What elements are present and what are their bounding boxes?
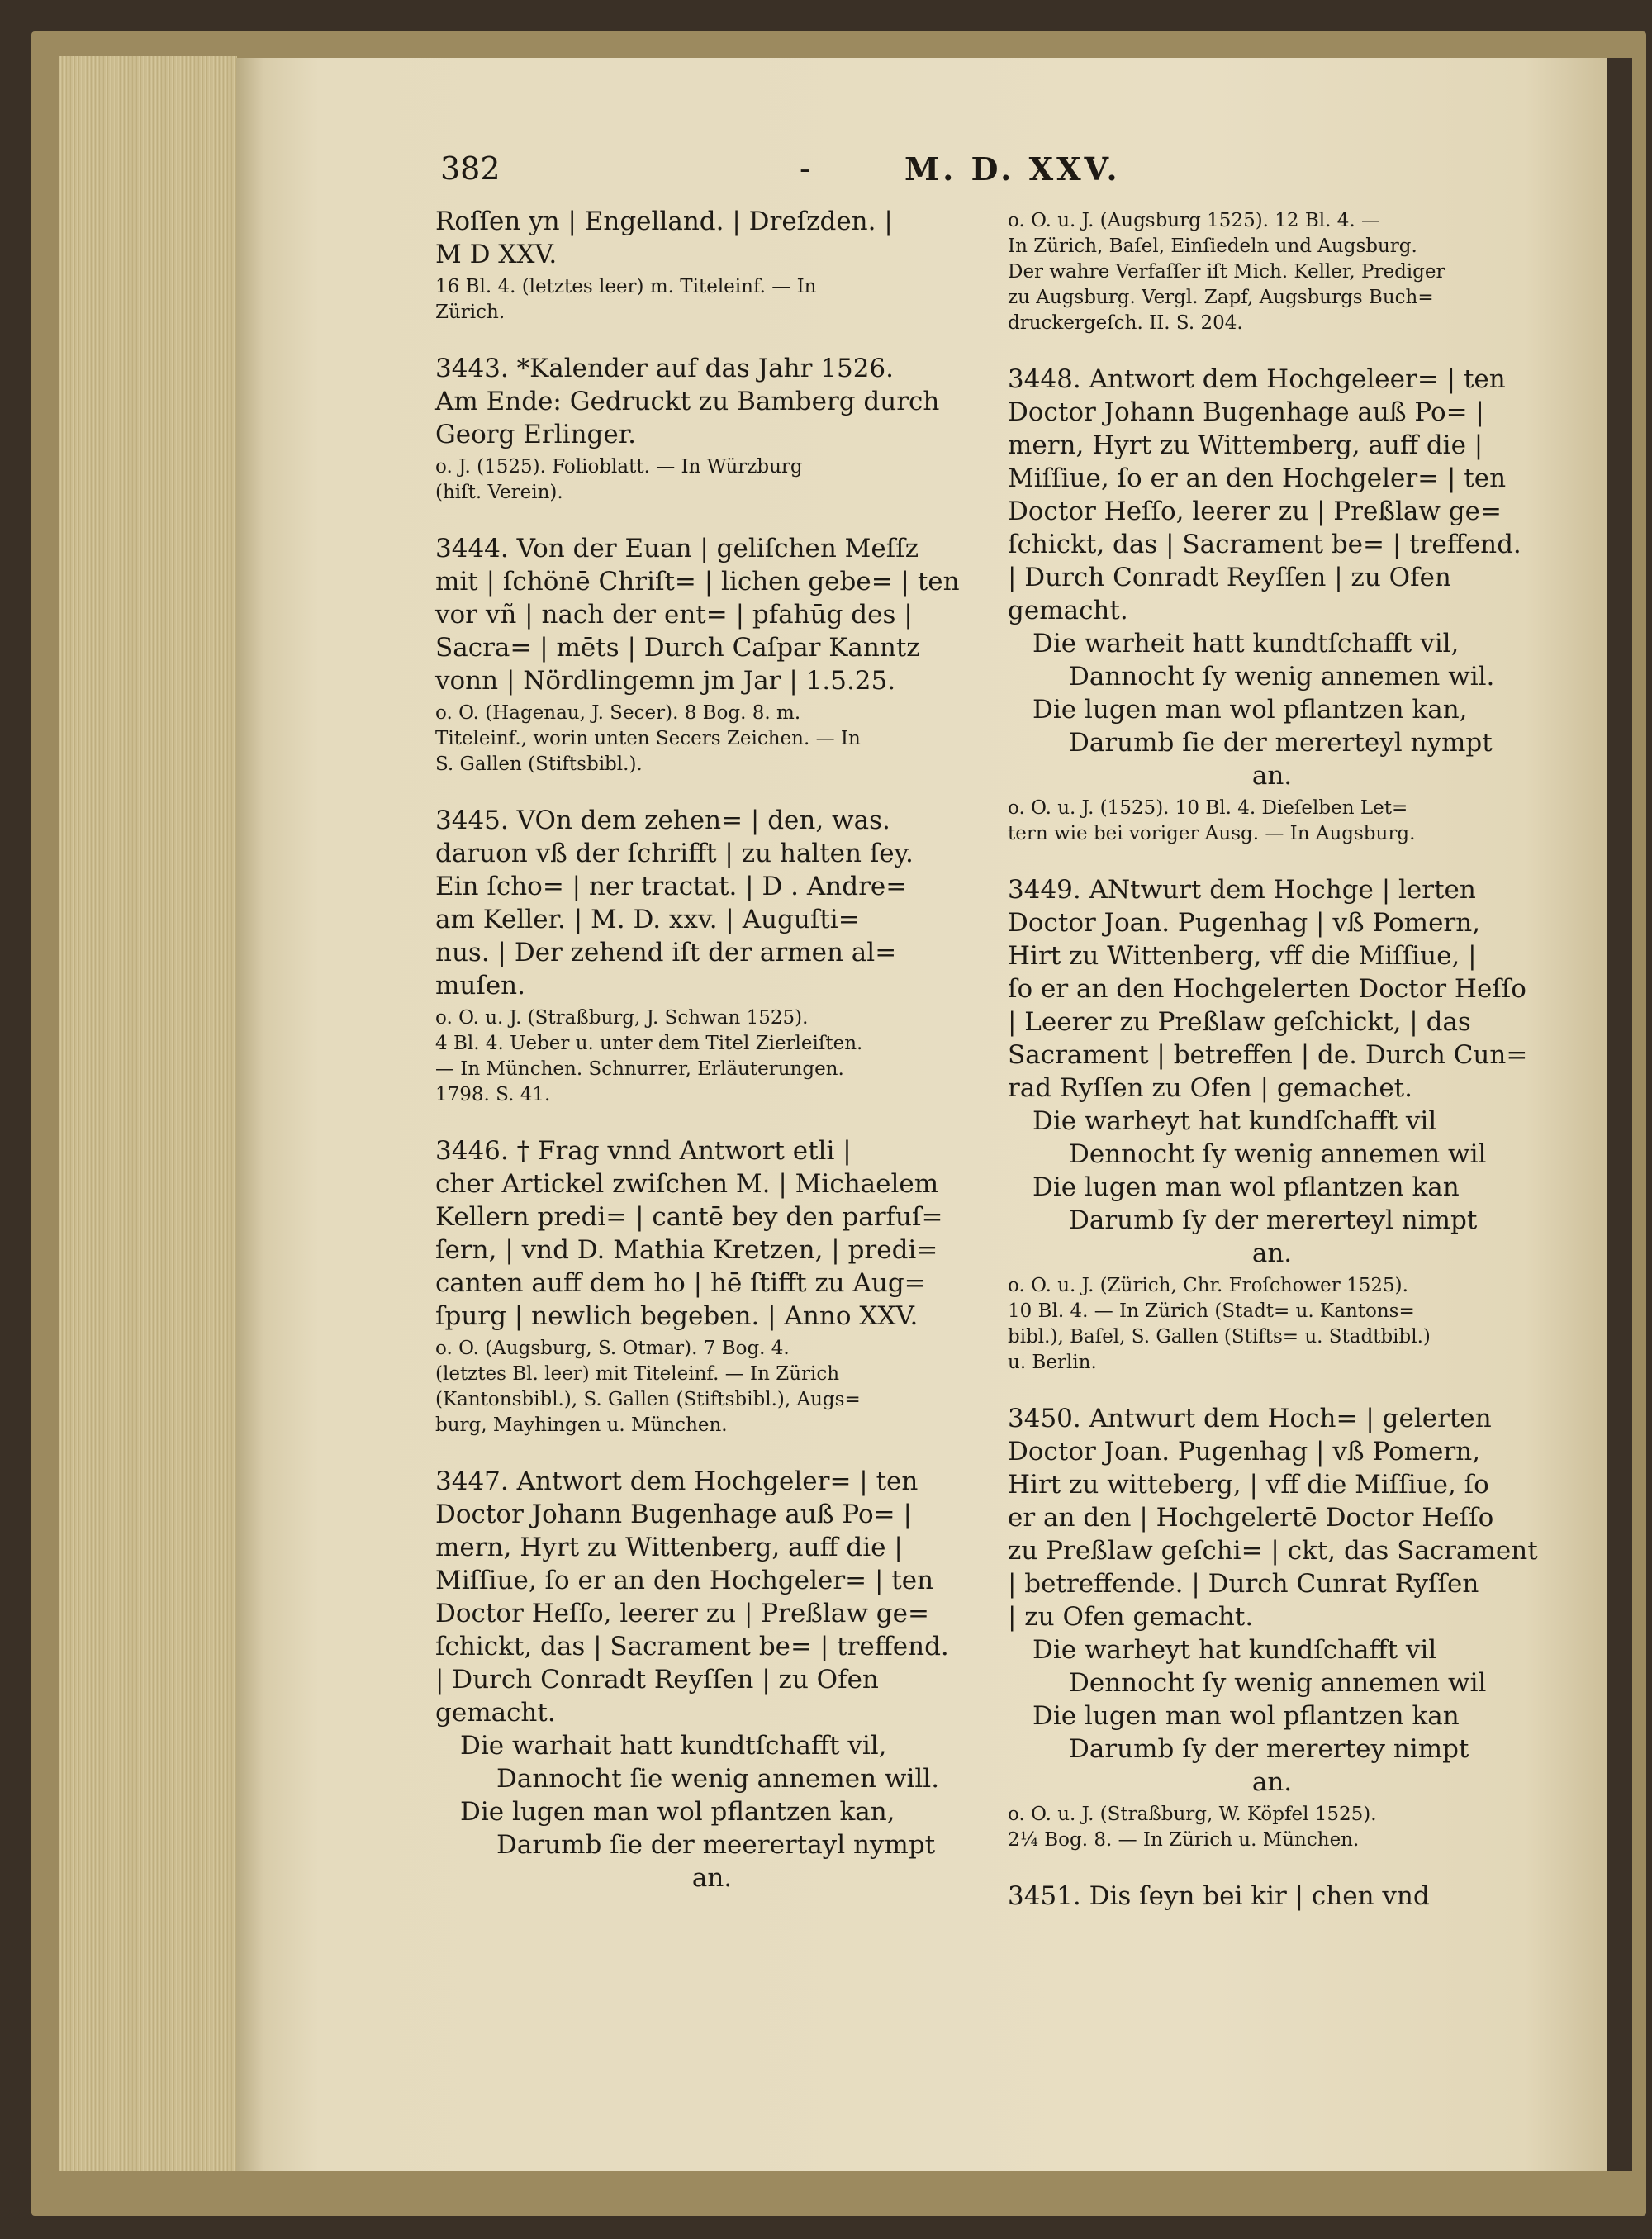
- bib-line: bibl.), Baſel, S. Gallen (Stifts= u. Stadtbibl.): [1008, 1326, 1431, 1348]
- bib-line: 1798. S. 41.: [435, 1084, 551, 1105]
- entry-line: daruon vß der ſchrifft | zu halten ſey.: [435, 839, 914, 868]
- entry-line: an.: [1251, 761, 1293, 791]
- entry-line: er an den | Hochgelertē Doctor Heſſo: [1008, 1503, 1494, 1533]
- running-head-year: M. D. XXV.: [904, 150, 1121, 188]
- entry-line: gemacht.: [1008, 596, 1128, 625]
- entry-line: Die warheit hatt kundtſchafft vil,: [1032, 629, 1460, 658]
- entry-3444: [435, 532, 989, 777]
- bib-line: — In München. Schnurrer, Erläuterungen.: [435, 1058, 844, 1080]
- entry-line: 3444. Von der Euan | geliſchen Meſſz: [435, 534, 919, 563]
- bib-line: o. O. (Augsburg, S. Otmar). 7 Bog. 4.: [435, 1338, 790, 1359]
- entry-3448: [1008, 363, 1536, 847]
- entry-line: Dannocht ſie wenig annemen will.: [496, 1764, 940, 1794]
- entry-line: 3448. Antwort dem Hochgeleer= | ten: [1008, 364, 1506, 394]
- bibliographic-note: [1008, 1273, 1536, 1376]
- bib-line: Zürich.: [435, 302, 506, 323]
- bib-line: tern wie bei voriger Ausg. — In Augsburg.: [1008, 823, 1416, 844]
- bib-line: (letztes Bl. leer) mit Titeleinf. — In Zürich: [435, 1363, 840, 1385]
- entry-line: 3447. Antwort dem Hochgeler= | ten: [435, 1467, 919, 1496]
- entry-line: Roſſen yn | Engelland. | Dreſzden. |: [435, 207, 893, 236]
- entry-line: Die lugen man wol pflantzen kan: [1032, 1701, 1460, 1731]
- bib-line: o. O. u. J. (Straßburg, W. Köpfel 1525).: [1008, 1804, 1377, 1825]
- entry-line: Darumb ſy der merertey nimpt: [1069, 1734, 1469, 1764]
- entry-line: Miſſiue, ſo er an den Hochgeler= | ten: [1008, 463, 1507, 493]
- entry-line: Kellern predi= | cantē bey den parfuſ=: [435, 1202, 943, 1232]
- entry-line: an.: [691, 1863, 733, 1893]
- entry-line: Die lugen man wol pflantzen kan,: [460, 1797, 895, 1827]
- bib-line: 10 Bl. 4. — In Zürich (Stadt= u. Kantons=: [1008, 1300, 1415, 1322]
- entry-line: 3443. *Kalender auf das Jahr 1526.: [435, 354, 894, 383]
- entry-line: mern, Hyrt zu Wittenberg, auff die |: [435, 1533, 903, 1562]
- entry-cont: [435, 205, 989, 326]
- entry-line: ſchickt, das | Sacrament be= | treffend.: [435, 1632, 949, 1661]
- entry-line: Die lugen man wol pflantzen kan,: [1032, 695, 1468, 725]
- bib-line: u. Berlin.: [1008, 1352, 1097, 1373]
- page-edges-stack: [59, 56, 239, 2171]
- entry-line: | Durch Conradt Reyſſen | zu Ofen: [1008, 563, 1451, 592]
- entry-line: 3451. Dis ſeyn bei kir | chen vnd: [1008, 1881, 1430, 1911]
- entry-3450: [1008, 1402, 1536, 1853]
- entry-3443: [435, 352, 989, 506]
- entry-line: Dannocht ſy wenig annemen wil.: [1069, 662, 1495, 692]
- entry-line: mern, Hyrt zu Wittemberg, auff die |: [1008, 430, 1483, 460]
- entry-3449: [1008, 873, 1536, 1376]
- entry-line: cher Artickel zwiſchen M. | Michaelem: [435, 1169, 939, 1199]
- bib-line: druckergeſch. II. S. 204.: [1008, 312, 1243, 334]
- entry-line: Die warhait hatt kundtſchafft vil,: [460, 1731, 887, 1761]
- entry-line: Dennocht ſy wenig annemen wil: [1069, 1668, 1487, 1698]
- entry-line: 3445. VOn dem zehen= | den, was.: [435, 806, 890, 835]
- entry-line: | betreffende. | Durch Cunrat Ryſſen: [1008, 1569, 1479, 1599]
- bib-line: 4 Bl. 4. Ueber u. unter dem Titel Zierleiſten.: [435, 1033, 863, 1054]
- entry-line: Darumb ſie der mererteyl nympt: [1069, 728, 1493, 758]
- entry-line: rad Ryſſen zu Ofen | gemachet.: [1008, 1073, 1412, 1103]
- entry-line: ſo er an den Hochgelerten Doctor Heſſo: [1008, 974, 1526, 1004]
- entry-line: Darumb ſy der mererteyl nimpt: [1069, 1205, 1478, 1235]
- entry-3446: [435, 1134, 989, 1438]
- entry-line: Doctor Joan. Pugenhag | vß Pomern,: [1008, 908, 1481, 938]
- entry-line: | zu Ofen gemacht.: [1008, 1602, 1254, 1632]
- bib-line: burg, Mayhingen u. München.: [435, 1414, 728, 1436]
- entry-line: vor vñ | nach der ent= | pfahūg des |: [435, 600, 913, 630]
- entry-line: 3449. ANtwurt dem Hochge | lerten: [1008, 875, 1476, 905]
- bib-line: o. J. (1525). Folioblatt. — In Würzburg: [435, 456, 803, 478]
- bibliographic-note: [1008, 1802, 1536, 1853]
- entry-line: Die warheyt hat kundſchafft vil: [1032, 1106, 1437, 1136]
- bibliographic-note: [1008, 796, 1536, 847]
- entry-line: Georg Erlinger.: [435, 420, 636, 449]
- entry-line: gemacht.: [435, 1698, 556, 1728]
- entry-line: Doctor Joan. Pugenhag | vß Pomern,: [1008, 1437, 1481, 1467]
- bibliographic-note: [435, 1005, 989, 1108]
- bib-line: Der wahre Verfaſſer iſt Mich. Keller, Prediger: [1008, 261, 1446, 283]
- entry-3445: [435, 804, 989, 1108]
- entry-line: an.: [1251, 1238, 1293, 1268]
- entry-line: ſpurg | newlich begeben. | Anno XXV.: [435, 1301, 919, 1331]
- bib-line: zu Augsburg. Vergl. Zapf, Augsburgs Buch=: [1008, 287, 1434, 308]
- entry-line: Ein ſcho= | ner tractat. | D . Andre=: [435, 872, 908, 901]
- bibliographic-note: [435, 274, 989, 326]
- entry-line: Sacrament | betreffen | de. Durch Cun=: [1008, 1040, 1528, 1070]
- bib-line: 16 Bl. 4. (letztes leer) m. Titeleinf. — In: [435, 276, 817, 297]
- entry-line: ſchickt, das | Sacrament be= | treffend.: [1008, 530, 1521, 559]
- left-column: [435, 205, 989, 1921]
- entry-line: muſen.: [435, 971, 525, 1001]
- entry-line: | Durch Conradt Reyſſen | zu Ofen: [435, 1665, 879, 1695]
- entry-line: Darumb ſie der meerertayl nympt: [496, 1830, 936, 1860]
- entry-line: 3450. Antwurt dem Hoch= | gelerten: [1008, 1404, 1492, 1433]
- bib-line: (Kantonsbibl.), S. Gallen (Stiftsbibl.), Augs=: [435, 1389, 861, 1410]
- entry-line: Doctor Heſſo, leerer zu | Preßlaw ge=: [435, 1599, 929, 1628]
- bibliographic-note: [1008, 208, 1536, 336]
- entry-3451: [1008, 1880, 1536, 1913]
- bibliographic-note: [435, 454, 989, 506]
- entry-line: | Leerer zu Preßlaw geſchickt, | das: [1008, 1007, 1471, 1037]
- entry-line: Die warheyt hat kundſchafft vil: [1032, 1635, 1437, 1665]
- entry-line: M D XXV.: [435, 240, 558, 269]
- bibliographic-note: [435, 701, 989, 777]
- bib-line: o. O. u. J. (1525). 10 Bl. 4. Dieſelben Let=: [1008, 797, 1408, 819]
- entry-line: mit | ſchönē Chriſt= | lichen gebe= | ten: [435, 567, 960, 597]
- bibliographic-note: [435, 1336, 989, 1438]
- entry-line: am Keller. | M. D. xxv. | Auguſti=: [435, 905, 860, 934]
- right-column: [1008, 205, 1536, 1939]
- entry-line: Dennocht ſy wenig annemen wil: [1069, 1139, 1487, 1169]
- entry-line: ſern, | vnd D. Mathia Kretzen, | predi=: [435, 1235, 938, 1265]
- bib-line: o. O. (Hagenau, J. Secer). 8 Bog. 8. m.: [435, 702, 801, 724]
- entry-line: Die lugen man wol pflantzen kan: [1032, 1172, 1460, 1202]
- entry-line: Hirt zu witteberg, | vff die Miſſiue, ſo: [1008, 1470, 1489, 1500]
- entry-line: Am Ende: Gedruckt zu Bamberg durch: [435, 387, 940, 416]
- bib-line: Titeleinf., worin unten Secers Zeichen. — In: [435, 728, 861, 749]
- entry-line: Hirt zu Wittenberg, vff die Miſſiue, |: [1008, 941, 1477, 971]
- bib-line: o. O. u. J. (Straßburg, J. Schwan 1525).: [435, 1007, 809, 1029]
- entry-line: Miſſiue, ſo er an den Hochgeler= | ten: [435, 1566, 934, 1595]
- entry-line: Doctor Heſſo, leerer zu | Preßlaw ge=: [1008, 497, 1502, 526]
- entry-line: Doctor Johann Bugenhage auß Po= |: [435, 1500, 912, 1529]
- bib-line: 2¼ Bog. 8. — In Zürich u. München.: [1008, 1829, 1360, 1851]
- entry-line: zu Preßlaw geſchi= | ckt, das Sacrament: [1008, 1536, 1538, 1566]
- page-number: 382: [440, 150, 501, 187]
- bib-line: S. Gallen (Stiftsbibl.).: [435, 753, 643, 775]
- entry-cont2: [1008, 208, 1536, 336]
- page-gutter-shadow: [1607, 58, 1632, 2171]
- bib-line: (hiſt. Verein).: [435, 482, 563, 503]
- entry-line: Sacra= | mēts | Durch Caſpar Kanntz: [435, 633, 920, 663]
- bib-line: In Zürich, Baſel, Einſiedeln und Augsburg.: [1008, 235, 1417, 257]
- entry-line: canten auff dem ho | hē ſtifft zu Aug=: [435, 1268, 926, 1298]
- entry-3447: [435, 1465, 989, 1894]
- entry-line: Doctor Johann Bugenhage auß Po= |: [1008, 397, 1484, 427]
- entry-line: 3446. † Frag vnnd Antwort etli |: [435, 1136, 852, 1166]
- bib-line: o. O. u. J. (Augsburg 1525). 12 Bl. 4. —: [1008, 210, 1381, 231]
- entry-line: an.: [1251, 1767, 1293, 1797]
- bib-line: o. O. u. J. (Zürich, Chr. Froſchower 1525).: [1008, 1275, 1408, 1296]
- header-dash: -: [800, 150, 810, 187]
- entry-line: vonn | Nördlingemn jm Jar | 1.5.25.: [435, 666, 896, 696]
- entry-line: nus. | Der zehend iſt der armen al=: [435, 938, 897, 967]
